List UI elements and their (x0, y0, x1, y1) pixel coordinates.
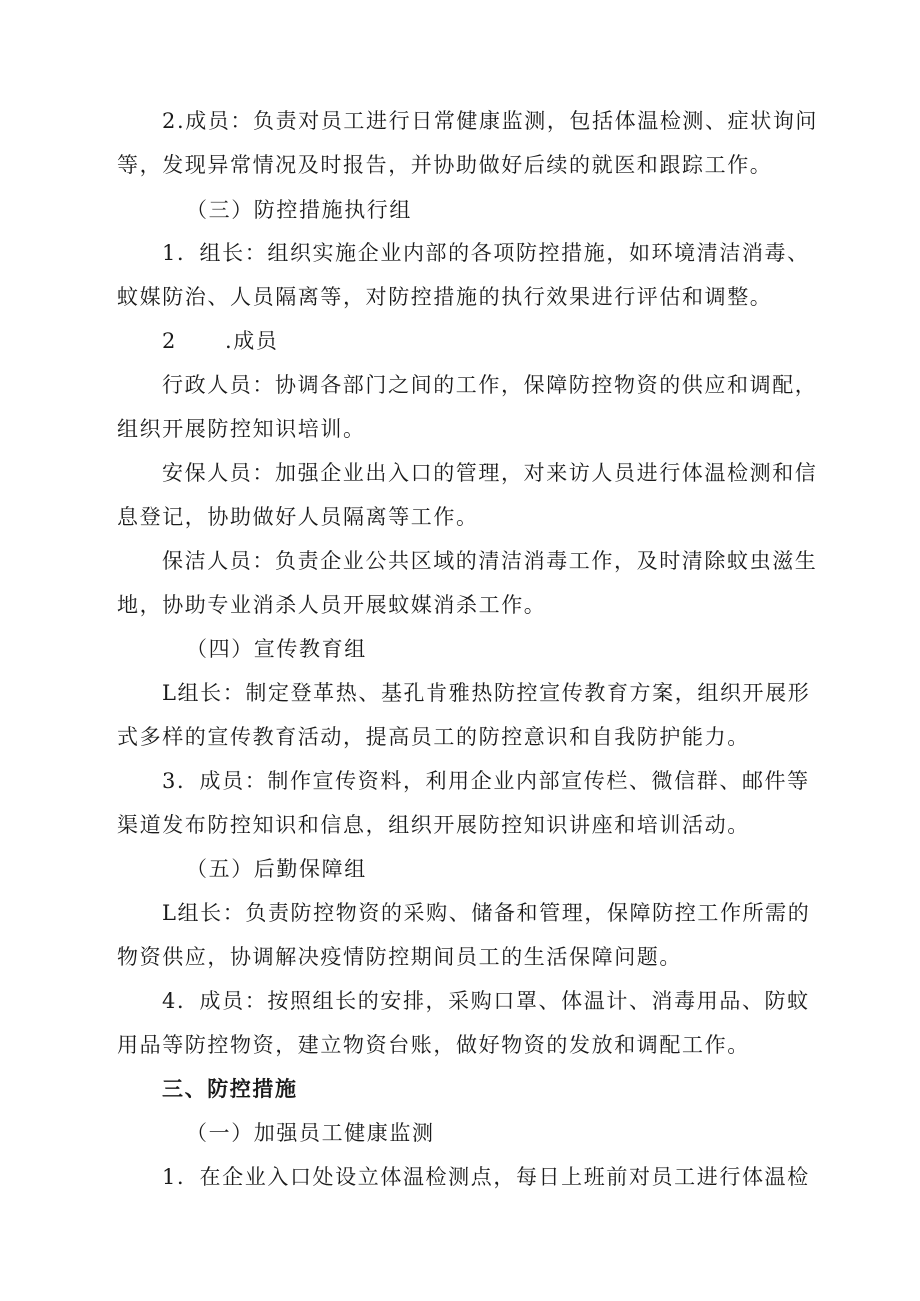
paragraph-line: 物资供应，协调解决疫情防控期间员工的生活保障问题。 (117, 945, 682, 969)
paragraph-line: 式多样的宣传教育活动，提高员工的防控意识和自我防护能力。 (117, 725, 750, 749)
subsection-heading: （五）后勤保障组 (186, 857, 367, 881)
paragraph-line: 行政人员：协调各部门之间的工作，保障防控物资的供应和调配， (162, 373, 818, 397)
paragraph-line: 等，发现异常情况及时报告，并协助做好后续的就医和跟踪工作。 (117, 153, 773, 177)
paragraph-line: 蚊媒防治、人员隔离等，对防控措施的执行效果进行评估和调整。 (117, 285, 773, 309)
subsection-heading: （一）加强员工健康监测 (186, 1121, 435, 1145)
paragraph-line: 组织开展防控知识培训。 (117, 417, 366, 441)
paragraph-line: 息登记，协助做好人员隔离等工作。 (117, 505, 479, 529)
paragraph-line: 渠道发布防控知识和信息，组织开展防控知识讲座和培训活动。 (117, 813, 750, 837)
paragraph-line: L组长：负责防控物资的采购、储备和管理，保障防控工作所需的 (162, 901, 811, 925)
paragraph-line: 安保人员：加强企业出入口的管理，对来访人员进行体温检测和信 (162, 461, 818, 485)
subsection-heading: （四）宣传教育组 (186, 637, 367, 661)
paragraph-line: 2.成员：负责对员工进行日常健康监测，包括体温检测、症状询问 (162, 109, 819, 133)
paragraph-line: L组长：制定登革热、基孔肯雅热防控宣传教育方案，组织开展形 (162, 681, 811, 705)
paragraph-line: 保洁人员：负责企业公共区域的清洁消毒工作，及时清除蚊虫滋生 (162, 549, 818, 573)
list-label (162, 326, 278, 356)
list-label-text: .成员 (224, 329, 279, 353)
paragraph-line: 4．成员：按照组长的安排，采购口罩、体温计、消毒用品、防蚊 (162, 989, 810, 1013)
list-number: 2 (162, 329, 177, 353)
paragraph-line: 1．组长：组织实施企业内部的各项防控措施，如环境清洁消毒、 (162, 241, 810, 265)
paragraph-line: 地，协助专业消杀人员开展蚊媒消杀工作。 (117, 593, 547, 617)
paragraph-line: 3．成员：制作宣传资料，利用企业内部宣传栏、微信群、邮件等 (162, 769, 810, 793)
paragraph-line: 1．在企业入口处设立体温检测点，每日上班前对员工进行体温检 (162, 1165, 810, 1189)
section-heading: 三、防控措施 (162, 1077, 298, 1101)
subsection-heading: （三）防控措施执行组 (186, 198, 412, 222)
paragraph-line: 用品等防控物资，建立物资台账，做好物资的发放和调配工作。 (117, 1033, 750, 1057)
